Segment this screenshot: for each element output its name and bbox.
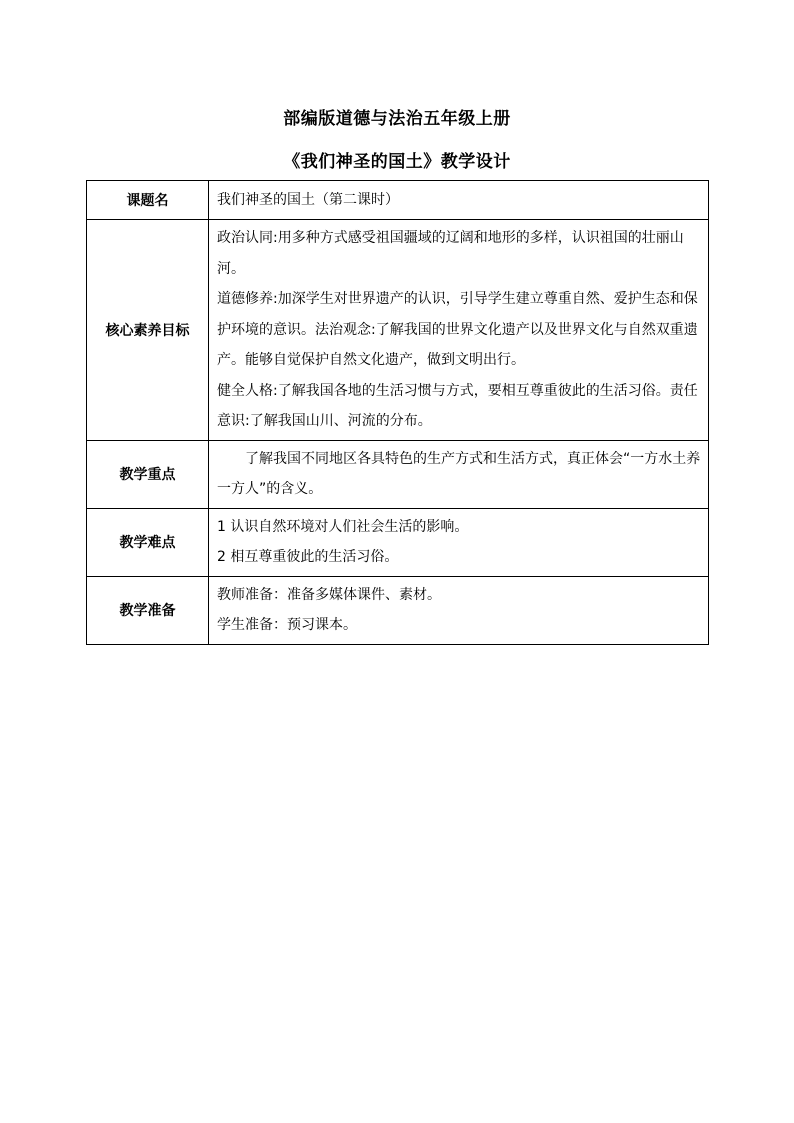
table-row-preparation — [87, 576, 709, 644]
table-row-topic — [87, 181, 709, 220]
difficulty-item-1: 1 认识自然环境对人们社会生活的影响。 — [217, 518, 469, 535]
goal-moral-cultivation: 道德修养:加深学生对世界遗产的认识，引导学生建立尊重自然、爱护生态和保护环境的意识。法治观念:了解我国的世界文化遗产以及世界文化与自然双重遗产。能够自觉保护自然文化遗产，做到文明出行。 — [217, 291, 698, 368]
row-label-difficulties: 教学难点 — [87, 508, 209, 576]
document-title: 部编版道德与法治五年级上册 — [283, 109, 511, 129]
difficulty-item-2: 2 相互尊重彼此的生活习俗。 — [217, 549, 399, 565]
goal-political-identity: 政治认同:用多种方式感受祖国疆域的辽阔和地形的多样，认识祖国的壮丽山河。 — [217, 230, 684, 277]
topic-text: 我们神圣的国土（第二课时） — [217, 192, 399, 208]
row-label-preparation: 教学准备 — [87, 576, 209, 644]
key-points-text: 了解我国不同地区各具特色的生产方式和生活方式，真正体会“一方水土养一方人”的含义。 — [217, 450, 701, 497]
row-label-core-goals: 核心素养目标 — [87, 220, 209, 441]
row-label-key-points: 教学重点 — [87, 440, 209, 508]
goal-sound-personality: 健全人格:了解我国各地的生活习惯与方式，要相互尊重彼此的生活习俗。责任意识:了解我国山川、河流的分布。 — [217, 382, 698, 429]
table-row-key-points — [87, 440, 709, 508]
table-row-core-goals — [87, 220, 709, 441]
row-content-difficulties — [209, 508, 709, 576]
student-preparation: 学生准备：预习课本。 — [217, 617, 357, 633]
row-content-preparation — [209, 576, 709, 644]
row-content-core-goals — [209, 220, 709, 441]
document-subtitle: 《我们神圣的国土》教学设计 — [283, 152, 511, 172]
row-content-key-points — [209, 440, 709, 508]
lesson-plan-table — [86, 180, 709, 645]
row-content-topic — [209, 181, 709, 220]
teacher-preparation: 教师准备：准备多媒体课件、素材。 — [217, 586, 441, 603]
table-row-difficulties — [87, 508, 709, 576]
row-label-topic: 课题名 — [87, 181, 209, 220]
